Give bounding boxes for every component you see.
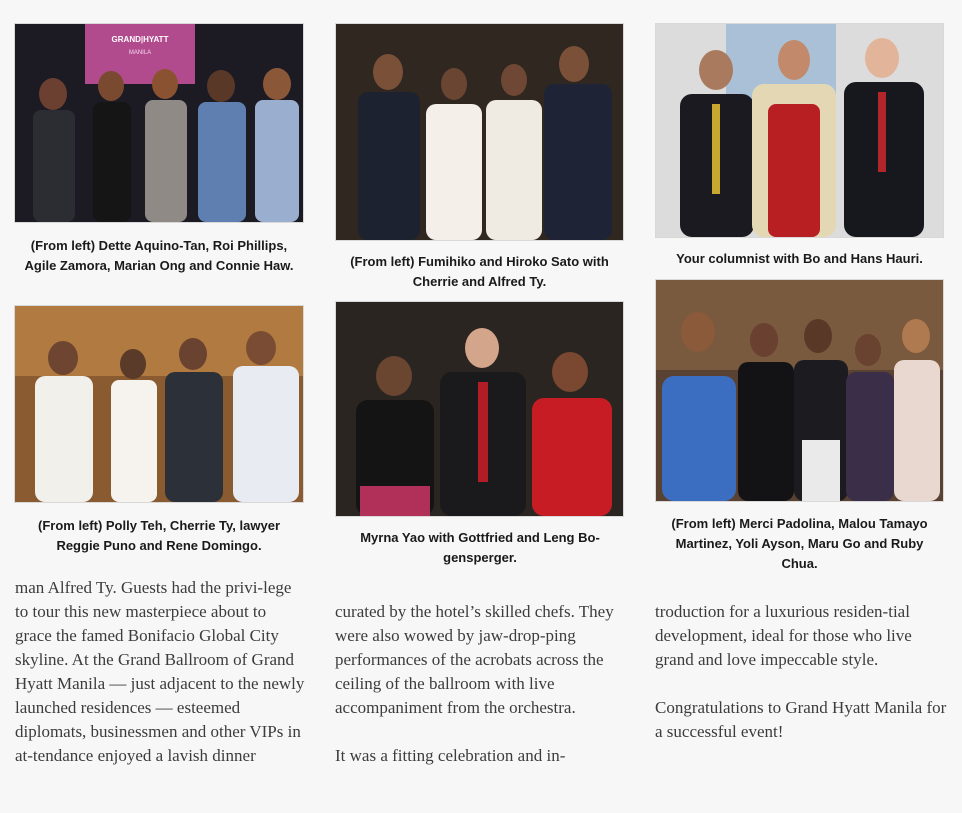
article-column-2	[335, 600, 625, 768]
photo-five-women-ballroom	[656, 280, 943, 501]
backdrop-brand-text: GRAND|HYATT	[111, 35, 169, 44]
photo-myrna-gottfried-leng	[336, 302, 623, 516]
caption-columnist-bo-hans: Your columnist with Bo and Hans Hauri.	[676, 251, 923, 266]
caption-fumihiko-hiroko-cherrie-alfred: (From left) Fumihiko and Hiroko Sato with Cherrie and Alfred Ty.	[350, 254, 609, 289]
photo-five-women-grand-hyatt-backdrop	[15, 24, 303, 222]
photo-four-guests-ballroom	[15, 306, 303, 502]
article-col1-paragraph: man Alfred Ty. Guests had the privi-lege to tour this new masterpiece about to grace the famed Bonifacio Global City skyline. At the Grand Ballroom of Grand Hyatt Manila — just adjacent to the newly launched residences — esteemed diplomats, businessmen and other VIPs in at-tendance enjoyed a lavish dinner	[15, 578, 305, 765]
article-col3-paragraph-2: Congratulations to Grand Hyatt Manila for a successful event!	[655, 698, 947, 741]
caption-polly-cherrie-reggie-rene: (From left) Polly Teh, Cherrie Ty, lawyer Reggie Puno and Rene Domingo.	[38, 518, 280, 553]
photo-columnist-with-bo-and-hans	[656, 24, 943, 237]
caption-merci-malou-yoli-maru-ruby: (From left) Merci Padolina, Malou Tamayo Martinez, Yoli Ayson, Maru Go and Ruby Chua.	[671, 516, 928, 571]
backdrop-sub-text: MANILA	[128, 50, 152, 56]
article-col2-paragraph-1: curated by the hotel’s skilled chefs. They were also wowed by jaw-drop-ping performances of the acrobats across the ceiling of the ballroom with live accompaniment from the orchestra.	[335, 602, 614, 717]
article-column-3	[655, 600, 947, 744]
caption-five-women: (From left) Dette Aquino-Tan, Roi Phillips, Agile Zamora, Marian Ong and Connie Haw.	[24, 238, 294, 273]
article-col2-paragraph-2: It was a fitting celebration and in-	[335, 746, 566, 765]
photo-four-guests-evening	[336, 24, 623, 240]
caption-myrna-gottfried-leng: Myrna Yao with Gottfried and Leng Bo-gensperger.	[360, 530, 600, 565]
article-col3-paragraph-1: troduction for a luxurious residen-tial development, ideal for those who live grand and love impeccable style.	[655, 602, 912, 669]
article-column-1	[15, 576, 305, 768]
